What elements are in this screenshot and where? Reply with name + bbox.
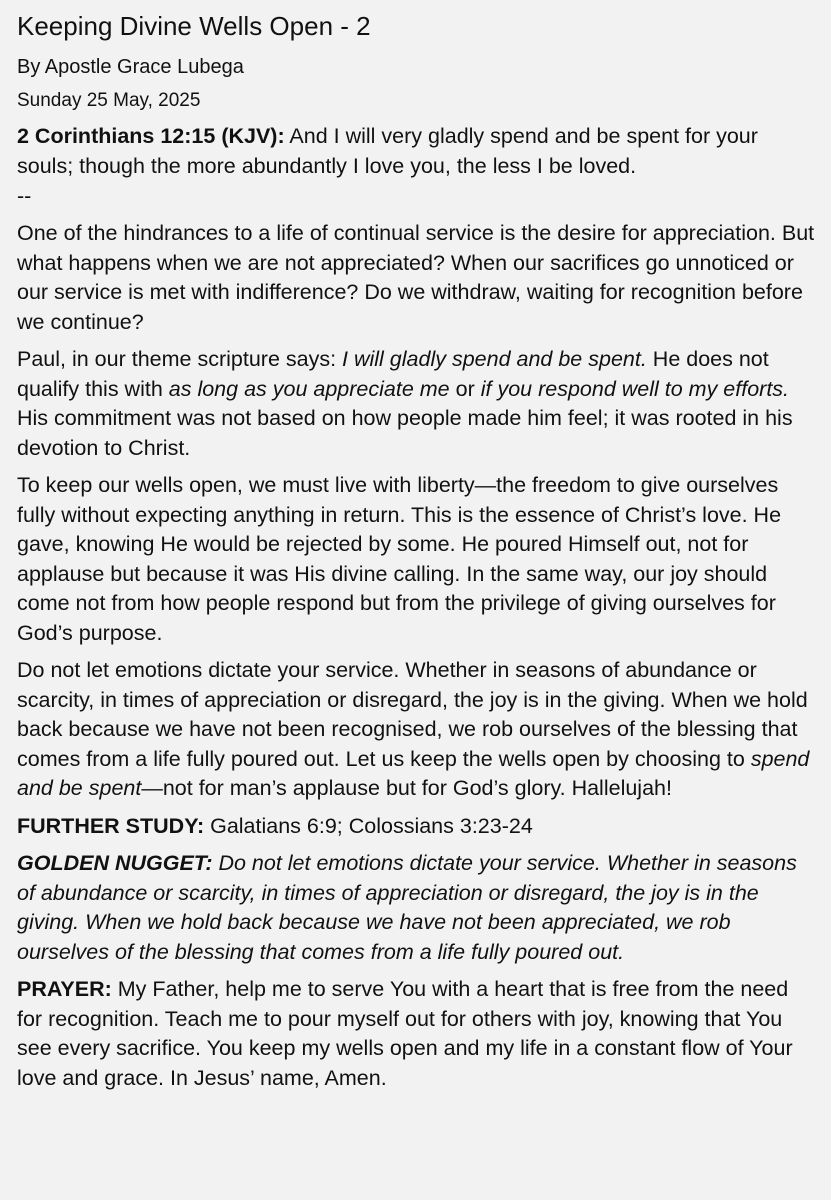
scripture-reference: 2 Corinthians 12:15 (KJV): (17, 124, 285, 148)
prayer-text: My Father, help me to serve You with a heart that is free from the need for recognition. Teach me to pour myself out for others with joy, knowing that You see every sacrifice. You keep my wells open and my life in a constant flow of Your love and grace. In Jesus’ name, Amen. (17, 977, 793, 1090)
further-study-label: FURTHER STUDY: (17, 813, 205, 838)
p2-quote-spend: I will gladly spend and be spent. (342, 347, 647, 371)
paragraph-3: To keep our wells open, we must live with liberty—the freedom to give ourselves fully without expecting anything in return. This is the essence of Christ’s love. He gave, knowing He would be rejected by some. He poured Himself out, not for applause but because it was His divine calling. In the same way, our joy should come not from how people respond but from the privilege of giving ourselves for God’s purpose. (17, 473, 782, 645)
scripture-text: And I will very gladly spend and be spent for your souls; though the more abundantly I love you, the less I be loved. (17, 124, 758, 178)
scripture-block (17, 122, 815, 181)
prayer-label: PRAYER: (17, 977, 112, 1001)
p4-text-a: Do not let emotions dictate your service. Whether in seasons of abundance or scarcity, in times of appreciation or disregard, the joy is in the giving. When we hold back because we have not been recognised, we rob ourselves of the blessing that comes from a life fully poured out. Let us keep the wells open by choosing to (17, 658, 808, 771)
date-line: Sunday 25 May, 2025 (17, 90, 201, 111)
p4-quote-spend: spend and be spent (17, 746, 810, 800)
p2-text-e: or (449, 376, 481, 401)
golden-nugget (17, 849, 815, 967)
p2-text-a: Paul, in our theme scripture says: (17, 347, 343, 371)
p2-quote-appreciate: as long as you appreciate me (168, 376, 450, 401)
golden-nugget-text: Do not let emotions dictate your service. Whether in seasons of abundance or scarcity, in times of appreciation or disregard, the joy is in the giving. When we hold back because we have not been appreciated, we rob ourselves of the blessing that comes from a life fully poured out. (17, 851, 797, 964)
p2-text-c: He does not qualify this with (17, 347, 769, 401)
golden-nugget-label: GOLDEN NUGGET: (17, 851, 213, 875)
page-title: Keeping Divine Wells Open - 2 (17, 11, 371, 41)
paragraph-2 (17, 345, 815, 463)
p4-text-c: —not for man’s applause but for God’s glory. Hallelujah! (141, 776, 672, 800)
separator: -- (17, 184, 32, 208)
author-line: By Apostle Grace Lubega (17, 56, 244, 78)
further-study-text: Galatians 6:9; Colossians 3:23-24 (204, 813, 533, 838)
paragraph-4 (17, 656, 815, 804)
prayer (17, 975, 815, 1093)
further-study (17, 812, 815, 842)
paragraph-1: One of the hindrances to a life of continual service is the desire for appreciation. But what happens when we are not appreciated? When our sacrifices go unnoticed or our service is met with indifference? Do we withdraw, waiting for recognition before we continue? (17, 221, 815, 334)
p2-text-g: His commitment was not based on how people made him feel; it was rooted in his devotion to Christ. (17, 406, 793, 460)
p2-quote-respond: if you respond well to my efforts. (480, 376, 790, 401)
